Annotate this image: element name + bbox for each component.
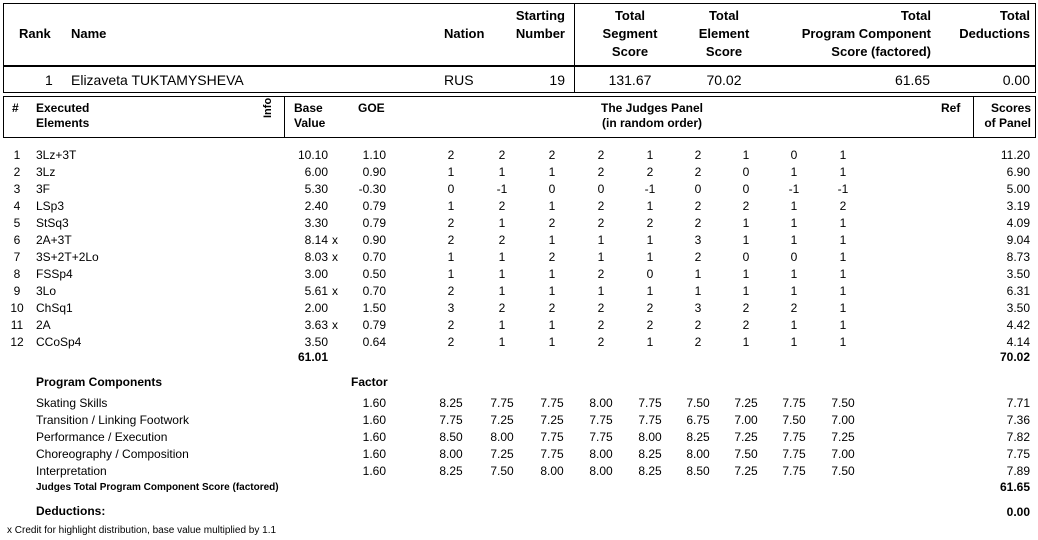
header-starting-number: [505, 7, 565, 43]
judge-score: 1: [498, 335, 506, 349]
header-segment-line3: Score: [611, 44, 649, 59]
judge-score: 1: [447, 250, 455, 264]
judge-score: 0: [694, 182, 702, 196]
judge-score: 2: [548, 216, 556, 230]
element-name: 3Lo: [36, 284, 57, 298]
judge-score: 1: [447, 199, 455, 213]
judge-score: 1: [790, 165, 798, 179]
component-judge-score: 8.00: [589, 464, 613, 478]
judge-score: 2: [694, 216, 702, 230]
judge-score: 2: [498, 148, 506, 162]
deductions-label: Deductions:: [36, 504, 106, 518]
element-goe: -0.30: [358, 182, 386, 196]
header-element-line1: Total: [708, 8, 740, 23]
element-panel-score: 6.31: [1006, 284, 1030, 298]
component-panel-score: 7.75: [1006, 447, 1030, 461]
elements-header-executed: [36, 101, 89, 131]
element-goe: 0.50: [362, 267, 386, 281]
judge-score: 2: [790, 301, 798, 315]
elements-header-goe: GOE: [358, 101, 385, 115]
element-name: 3Lz: [36, 165, 56, 179]
element-goe: 0.79: [362, 199, 386, 213]
element-name: CCoSp4: [36, 335, 82, 349]
component-judge-score: 7.75: [439, 413, 463, 427]
component-judge-score: 8.50: [686, 464, 710, 478]
header-program-line1: Total: [900, 8, 931, 23]
element-number: 9: [13, 284, 21, 298]
judge-score: 2: [447, 148, 455, 162]
judge-score: 1: [548, 233, 556, 247]
element-number: 4: [13, 199, 21, 213]
judge-score: 2: [548, 301, 556, 315]
element-name: StSq3: [36, 216, 69, 230]
judge-score: 2: [742, 199, 750, 213]
base-line2: Value: [294, 116, 326, 130]
judge-score: 2: [646, 216, 654, 230]
divider: [574, 66, 575, 93]
elements-header-info: Info: [262, 97, 274, 118]
element-name: 3S+2T+2Lo: [36, 250, 99, 264]
element-base-value: 6.00: [304, 165, 328, 179]
skater-nation: RUS: [444, 72, 474, 88]
element-goe: 0.90: [362, 233, 386, 247]
judge-score: 1: [447, 165, 455, 179]
element-name: LSp3: [36, 199, 65, 213]
judge-score: 1: [548, 199, 556, 213]
element-base-value: 8.03: [304, 250, 328, 264]
skater-name: Elizaveta TUKTAMYSHEVA: [71, 72, 244, 88]
header-total-deductions: [940, 7, 1030, 43]
element-goe: 0.90: [362, 165, 386, 179]
element-goe: 1.50: [362, 301, 386, 315]
element-panel-score: 8.73: [1006, 250, 1030, 264]
element-panel-score: 5.00: [1006, 182, 1030, 196]
judge-score: 0: [597, 182, 605, 196]
judge-score: 2: [498, 301, 506, 315]
header-starting-line2: Number: [515, 26, 565, 41]
judge-score: 1: [742, 233, 750, 247]
judge-score: 1: [790, 216, 798, 230]
component-judge-score: 7.00: [831, 447, 855, 461]
judge-score: 2: [447, 284, 455, 298]
judge-score: 1: [839, 165, 847, 179]
component-judge-score: 7.25: [490, 413, 514, 427]
judge-score: 2: [498, 199, 506, 213]
element-goe: 0.64: [362, 335, 386, 349]
judge-score: 1: [742, 216, 750, 230]
element-base-value: 2.40: [304, 199, 328, 213]
component-judge-score: 8.00: [589, 447, 613, 461]
judge-score: 1: [694, 284, 702, 298]
element-base-value: 3.30: [304, 216, 328, 230]
component-name: Interpretation: [36, 464, 107, 478]
judge-score: 1: [790, 199, 798, 213]
skater-total-segment: 131.67: [608, 72, 652, 88]
program-components-title: Program Components: [36, 375, 163, 389]
judge-score: -1: [496, 182, 508, 196]
judge-score: 1: [742, 284, 750, 298]
component-judge-score: 7.75: [638, 396, 662, 410]
judge-score: -1: [644, 182, 656, 196]
component-judge-score: 7.75: [782, 447, 806, 461]
judge-score: 1: [646, 284, 654, 298]
component-name: Transition / Linking Footwork: [36, 413, 189, 427]
header-total-element: [684, 7, 764, 61]
skater-total-deductions: 0.00: [1002, 72, 1030, 88]
deductions-value: 0.00: [1006, 505, 1030, 519]
component-panel-score: 7.36: [1006, 413, 1030, 427]
judge-score: 2: [597, 216, 605, 230]
element-base-value: 5.61: [304, 284, 328, 298]
judge-score: 1: [498, 165, 506, 179]
judge-score: 1: [839, 216, 847, 230]
element-panel-score: 4.09: [1006, 216, 1030, 230]
judge-score: 1: [742, 335, 750, 349]
header-program-line2: Program Component: [801, 26, 931, 41]
judge-score: 3: [694, 233, 702, 247]
component-judge-score: 7.75: [782, 430, 806, 444]
judge-score: 2: [548, 148, 556, 162]
judge-score: 2: [597, 199, 605, 213]
judge-score: 1: [790, 267, 798, 281]
judge-score: 2: [694, 199, 702, 213]
element-number: 8: [13, 267, 21, 281]
component-judge-score: 7.75: [638, 413, 662, 427]
element-base-value: 2.00: [304, 301, 328, 315]
component-judge-score: 8.00: [638, 430, 662, 444]
component-judge-score: 8.25: [638, 447, 662, 461]
element-number: 10: [10, 301, 24, 315]
element-name: ChSq1: [36, 301, 73, 315]
divider: [574, 3, 575, 66]
judge-score: 1: [742, 267, 750, 281]
judge-score: 2: [447, 233, 455, 247]
judge-score: 1: [839, 267, 847, 281]
element-bonus-flag: x: [332, 250, 338, 264]
judge-score: 1: [646, 233, 654, 247]
judge-score: 2: [742, 318, 750, 332]
component-judge-score: 7.75: [540, 396, 564, 410]
skater-total-program: 61.65: [894, 72, 930, 88]
judge-score: 0: [742, 182, 750, 196]
component-judge-score: 7.00: [734, 413, 758, 427]
component-judge-score: 8.50: [439, 430, 463, 444]
header-element-line2: Element: [698, 26, 750, 41]
judge-score: 1: [839, 335, 847, 349]
judge-score: 0: [548, 182, 556, 196]
element-base-value: 3.63: [304, 318, 328, 332]
executed-line1: Executed: [36, 101, 90, 115]
element-base-value: 3.50: [304, 335, 328, 349]
scores-line1: Scores: [990, 101, 1031, 115]
judge-score: 1: [839, 148, 847, 162]
judge-score: 1: [646, 335, 654, 349]
element-base-value: 8.14: [304, 233, 328, 247]
component-judge-score: 8.00: [686, 447, 710, 461]
judge-score: 2: [498, 233, 506, 247]
elements-header-judges: [552, 101, 752, 131]
judge-score: 0: [742, 250, 750, 264]
component-judge-score: 8.25: [686, 430, 710, 444]
component-judge-score: 7.75: [490, 396, 514, 410]
header-rank: Rank: [19, 26, 51, 41]
component-judge-score: 7.00: [831, 413, 855, 427]
component-judge-score: 8.00: [490, 430, 514, 444]
skater-starting-number: 19: [549, 72, 565, 88]
element-panel-score: 3.50: [1006, 301, 1030, 315]
component-factor: 1.60: [362, 396, 386, 410]
header-nation: Nation: [444, 26, 485, 41]
elements-header-num: #: [12, 101, 19, 115]
component-judge-score: 8.00: [540, 464, 564, 478]
judge-score: 2: [597, 165, 605, 179]
component-judge-score: 8.25: [439, 396, 463, 410]
header-name: Name: [71, 26, 107, 41]
component-judge-score: 7.75: [589, 430, 613, 444]
judge-score: 1: [790, 233, 798, 247]
judge-score: 1: [548, 318, 556, 332]
component-factor: 1.60: [362, 413, 386, 427]
divider: [284, 96, 285, 138]
skater-rank: 1: [45, 72, 53, 88]
component-judge-score: 8.00: [589, 396, 613, 410]
judge-score: 1: [548, 335, 556, 349]
judge-score: 1: [742, 148, 750, 162]
element-number: 11: [10, 318, 24, 332]
element-panel-score: 9.04: [1006, 233, 1030, 247]
element-base-value: 10.10: [297, 148, 328, 162]
judge-score: 1: [498, 284, 506, 298]
component-judge-score: 7.25: [734, 464, 758, 478]
judge-score: 1: [597, 233, 605, 247]
component-judge-score: 8.25: [638, 464, 662, 478]
judge-score: 1: [839, 301, 847, 315]
judge-score: 1: [548, 165, 556, 179]
divider: [973, 96, 974, 138]
pcs-total-label: Judges Total Program Component Score (factored): [36, 482, 279, 493]
judge-score: 0: [646, 267, 654, 281]
judge-score: 2: [597, 318, 605, 332]
header-starting-line1: Starting: [515, 8, 565, 23]
component-panel-score: 7.82: [1006, 430, 1030, 444]
judges-line2: (in random order): [601, 116, 702, 130]
element-panel-score: 4.42: [1006, 318, 1030, 332]
element-number: 5: [13, 216, 21, 230]
judge-score: 3: [447, 301, 455, 315]
elements-header-scores: [975, 101, 1031, 131]
judge-score: 1: [694, 267, 702, 281]
judge-score: 1: [790, 318, 798, 332]
judge-score: 1: [597, 250, 605, 264]
element-base-value: 5.30: [304, 182, 328, 196]
component-panel-score: 7.71: [1006, 396, 1030, 410]
judge-score: 2: [597, 148, 605, 162]
component-name: Choreography / Composition: [36, 447, 189, 461]
element-panel-score: 11.20: [1000, 148, 1030, 162]
element-panel-score: 3.19: [1006, 199, 1030, 213]
component-name: Performance / Execution: [36, 430, 168, 444]
component-judge-score: 7.75: [782, 396, 806, 410]
element-base-value: 3.00: [304, 267, 328, 281]
element-bonus-flag: x: [332, 284, 338, 298]
judge-score: 1: [839, 250, 847, 264]
element-name: 3F: [36, 182, 51, 196]
judge-score: 2: [694, 148, 702, 162]
judge-score: 0: [742, 165, 750, 179]
component-factor: 1.60: [362, 430, 386, 444]
elements-header-box: [3, 96, 1036, 138]
element-goe: 0.79: [362, 216, 386, 230]
judge-score: 2: [839, 199, 847, 213]
element-number: 3: [13, 182, 21, 196]
component-name: Skating Skills: [36, 396, 108, 410]
judge-score: 1: [839, 318, 847, 332]
element-name: 2A: [36, 318, 51, 332]
component-judge-score: 8.25: [439, 464, 463, 478]
judge-score: 2: [447, 216, 455, 230]
judge-score: 1: [498, 318, 506, 332]
header-program-line3: Score (factored): [831, 44, 931, 59]
judge-score: -1: [788, 182, 800, 196]
element-number: 2: [13, 165, 21, 179]
element-name: 3Lz+3T: [36, 148, 77, 162]
judge-score: 1: [839, 284, 847, 298]
elements-score-total: 70.02: [999, 350, 1030, 364]
judge-score: 2: [597, 301, 605, 315]
judge-score: 2: [742, 301, 750, 315]
component-judge-score: 7.50: [782, 413, 806, 427]
footnote: x Credit for highlight distribution, base value multiplied by 1.1: [7, 525, 277, 536]
judge-score: 1: [790, 335, 798, 349]
component-judge-score: 7.75: [589, 413, 613, 427]
header-total-segment: [590, 7, 670, 61]
header-element-line3: Score: [705, 44, 743, 59]
component-judge-score: 7.75: [540, 447, 564, 461]
judge-score: 2: [548, 250, 556, 264]
element-goe: 0.79: [362, 318, 386, 332]
judge-score: 1: [498, 216, 506, 230]
judge-score: 1: [597, 284, 605, 298]
base-line1: Base: [294, 101, 323, 115]
header-deductions-line1: Total: [999, 8, 1030, 23]
component-judge-score: 7.75: [540, 430, 564, 444]
scores-line2: of Panel: [984, 116, 1031, 130]
component-judge-score: 7.50: [490, 464, 514, 478]
judge-score: 1: [646, 250, 654, 264]
judge-score: 2: [646, 318, 654, 332]
judge-score: 1: [548, 284, 556, 298]
judge-score: 2: [694, 335, 702, 349]
skater-total-element: 70.02: [706, 72, 742, 88]
judge-score: 2: [694, 250, 702, 264]
judge-score: 1: [790, 284, 798, 298]
judge-score: 0: [447, 182, 455, 196]
component-judge-score: 7.50: [831, 464, 855, 478]
judge-score: 2: [646, 301, 654, 315]
element-goe: 0.70: [362, 250, 386, 264]
judge-score: 1: [498, 267, 506, 281]
judge-score: 2: [597, 335, 605, 349]
component-judge-score: 8.00: [439, 447, 463, 461]
judge-score: 2: [694, 165, 702, 179]
component-judge-score: 7.25: [490, 447, 514, 461]
elements-header-ref: Ref: [941, 101, 961, 115]
judge-score: 0: [790, 148, 798, 162]
element-bonus-flag: x: [332, 233, 338, 247]
judge-score: 1: [839, 233, 847, 247]
judge-score: 3: [694, 301, 702, 315]
element-name: 2A+3T: [36, 233, 72, 247]
component-factor: 1.60: [362, 447, 386, 461]
header-segment-line2: Segment: [602, 26, 658, 41]
pcs-total-value: 61.65: [999, 480, 1030, 494]
component-judge-score: 7.75: [782, 464, 806, 478]
component-factor: 1.60: [362, 464, 386, 478]
component-judge-score: 6.75: [686, 413, 710, 427]
judge-score: 2: [447, 335, 455, 349]
element-number: 6: [13, 233, 21, 247]
judge-score: 2: [447, 318, 455, 332]
element-number: 1: [13, 148, 21, 162]
component-panel-score: 7.89: [1006, 464, 1030, 478]
base-value-total: 61.01: [297, 350, 328, 364]
element-panel-score: 3.50: [1006, 267, 1030, 281]
judge-score: 1: [646, 199, 654, 213]
element-number: 7: [13, 250, 21, 264]
judge-score: 1: [447, 267, 455, 281]
component-judge-score: 7.25: [831, 430, 855, 444]
header-segment-line1: Total: [614, 8, 646, 23]
component-judge-score: 7.25: [540, 413, 564, 427]
executed-line2: Elements: [36, 116, 90, 130]
header-total-program: [780, 7, 931, 61]
element-goe: 0.70: [362, 284, 386, 298]
component-judge-score: 7.50: [831, 396, 855, 410]
header-deductions-line2: Deductions: [959, 26, 1030, 41]
component-judge-score: 7.25: [734, 396, 758, 410]
judge-score: 0: [790, 250, 798, 264]
judge-score: 2: [646, 165, 654, 179]
judge-score: 1: [646, 148, 654, 162]
judge-score: 2: [597, 267, 605, 281]
component-judge-score: 7.50: [686, 396, 710, 410]
judges-line1: The Judges Panel: [600, 101, 704, 115]
factor-label: Factor: [351, 375, 388, 389]
component-judge-score: 7.50: [734, 447, 758, 461]
component-judge-score: 7.25: [734, 430, 758, 444]
judge-score: 2: [694, 318, 702, 332]
elements-header-base: [294, 101, 325, 131]
element-goe: 1.10: [362, 148, 386, 162]
judge-score: 1: [498, 250, 506, 264]
element-bonus-flag: x: [332, 318, 338, 332]
judge-score: 1: [548, 267, 556, 281]
element-panel-score: 4.14: [1006, 335, 1030, 349]
element-panel-score: 6.90: [1006, 165, 1030, 179]
element-number: 12: [10, 335, 24, 349]
element-name: FSSp4: [36, 267, 73, 281]
judge-score: -1: [837, 182, 849, 196]
